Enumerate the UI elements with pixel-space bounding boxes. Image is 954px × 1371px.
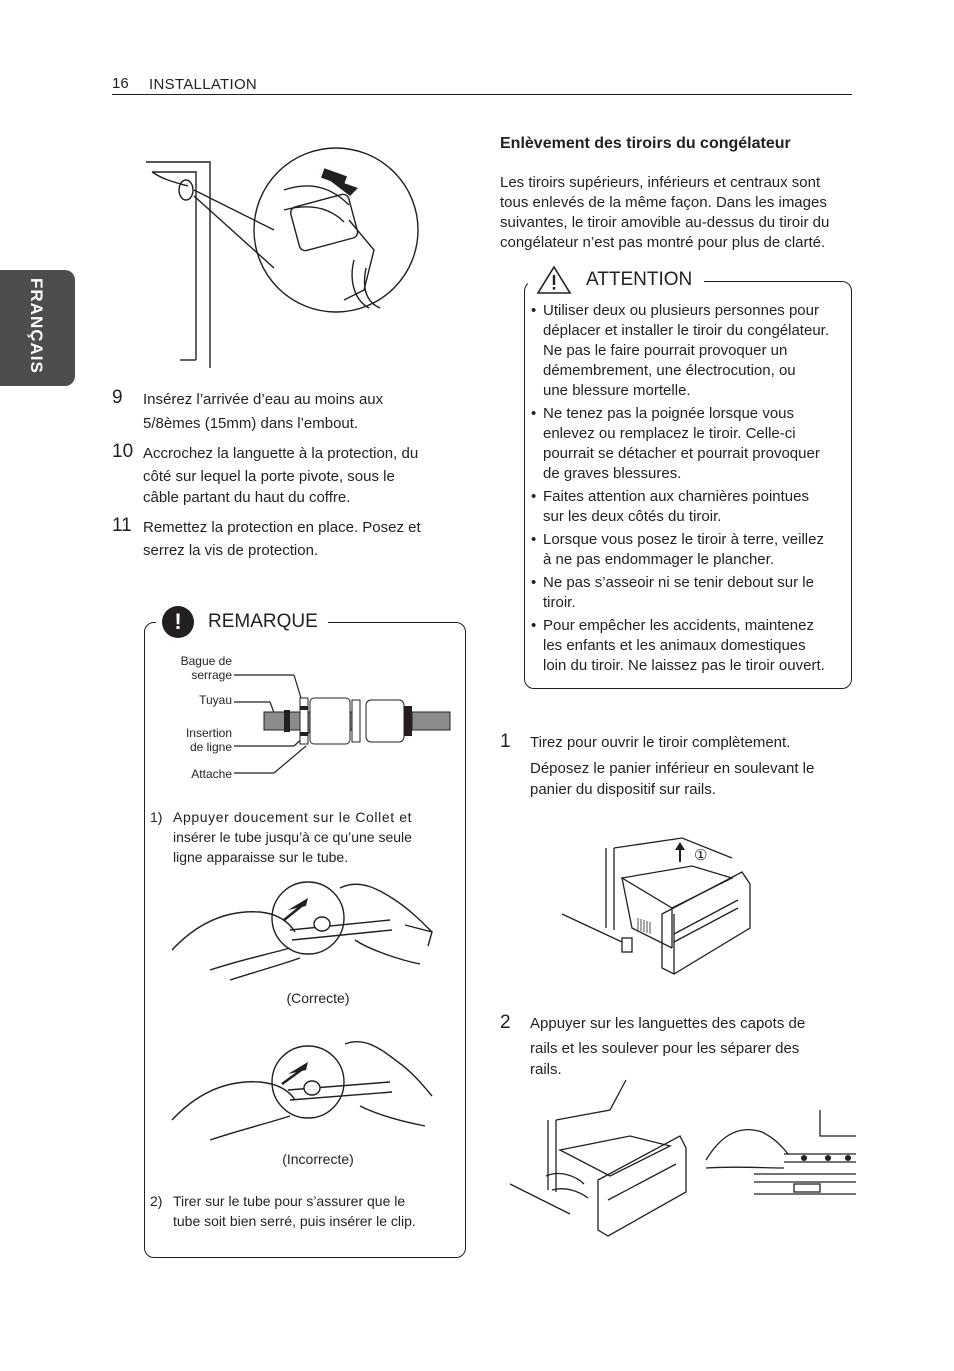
caption-incorrect: (Incorrecte) <box>282 1151 354 1167</box>
step-num-11: 11 <box>112 515 132 536</box>
attention-item-3 <box>531 487 847 527</box>
step-11-text <box>143 517 463 561</box>
language-tab <box>0 270 75 386</box>
attention-1-line-3: Ne pas le faire pourrait provoquer un <box>543 342 788 359</box>
attention-6-line-2: les enfants et les animaux domestiques <box>543 637 806 654</box>
step-9-line-2: 5/8èmes (15mm) dans l’embout. <box>143 415 359 432</box>
drawer-open-illustration <box>562 818 762 978</box>
attention-5-line-2: tiroir. <box>543 594 576 611</box>
step-num-9: 9 <box>112 387 123 408</box>
note-item-2-text <box>173 1191 458 1231</box>
water-line-illustration <box>144 150 424 370</box>
label-insert-2: de ligne <box>189 740 232 754</box>
attention-2-line-1: • Ne tenez pas la poignée lorsque vous <box>543 405 795 422</box>
attention-list <box>531 301 847 679</box>
note-item-2-line-1: Tirer sur le tube pour s’assurer que le <box>173 1193 406 1209</box>
step-10-text <box>143 443 463 508</box>
caption-correct: (Correcte) <box>286 990 350 1006</box>
note-item-2-num: 2) <box>150 1193 163 1209</box>
attention-3-line-1: • Faites attention aux charnières pointues <box>543 488 809 505</box>
header-rule <box>112 94 852 95</box>
intro-line-1: Les tiroirs supérieurs, inférieurs et centraux sont <box>500 174 821 191</box>
note-header <box>156 605 328 639</box>
note-item-1-line-3: ligne apparaisse sur le tube. <box>173 849 349 865</box>
label-collar <box>150 654 232 682</box>
label-collar-2: serrage <box>191 668 232 682</box>
note-item-1-text <box>173 807 455 867</box>
right-step-num-1: 1 <box>500 731 511 752</box>
step-10-line-1: Accrochez la languette à la protection, du <box>143 445 419 462</box>
label-insert-1: Insertion <box>185 726 232 740</box>
note-item-1-num: 1) <box>150 809 163 825</box>
right-step-2-line-3: rails. <box>530 1061 562 1078</box>
step-num-10: 10 <box>112 441 134 462</box>
right-step-1-line-3: panier du dispositif sur rails. <box>530 781 716 798</box>
step-9-text <box>143 389 463 434</box>
step-10-line-2: côté sur lequel la porte pivote, sous le <box>143 468 395 485</box>
attention-3-line-2: sur les deux côtés du tiroir. <box>543 508 722 525</box>
attention-item-4 <box>531 530 847 570</box>
right-step-1-line-2: Déposez le panier inférieur en soulevant le <box>530 760 815 777</box>
page-number: 16 <box>112 75 129 92</box>
right-step-num-2: 2 <box>500 1012 511 1033</box>
hands-correct-illustration <box>170 880 440 990</box>
attention-header <box>528 264 704 296</box>
section-title: INSTALLATION <box>149 76 258 93</box>
fitting-diagram <box>234 660 454 780</box>
right-step-1-line-1: Tirez pour ouvrir le tiroir complètement. <box>530 734 791 751</box>
note-item-1-line-2: insérer le tube jusqu’à ce qu’une seule <box>173 829 412 845</box>
right-step-1-text <box>530 732 855 800</box>
intro-line-2: tous enlevés de la même façon. Dans les images <box>500 194 827 211</box>
intro-line-3: suivantes, le tiroir amovible au-dessus du tiroir du <box>500 214 830 231</box>
attention-1-line-1: • Utiliser deux ou plusieurs personnes pour <box>543 302 819 319</box>
warning-triangle-icon <box>536 265 572 295</box>
note-item-2-line-2: tube soit bien serré, puis insérer le clip. <box>173 1213 416 1229</box>
intro-line-4: congélateur n’est pas montré pour plus de clarté. <box>500 234 826 251</box>
attention-item-5 <box>531 573 847 613</box>
language-label: FRANÇAIS <box>27 278 46 374</box>
rail-cover-detail-illustration <box>704 1110 856 1200</box>
label-insert <box>150 726 232 754</box>
right-step-2-text <box>530 1013 855 1080</box>
label-collar-1: Bague de <box>180 654 232 668</box>
attention-4-line-1: • Lorsque vous posez le tiroir à terre, veillez <box>543 531 824 548</box>
right-step-2-line-2: rails et les soulever pour les séparer des <box>530 1040 800 1057</box>
attention-item-6 <box>531 616 847 676</box>
step-11-line-2: serrez la vis de protection. <box>143 542 319 559</box>
intro-paragraph <box>500 173 856 253</box>
right-step-2-line-1: Appuyer sur les languettes des capots de <box>530 1015 806 1032</box>
hands-incorrect-illustration <box>170 1040 440 1150</box>
drawer-rail-illustration <box>510 1080 690 1240</box>
attention-6-line-3: loin du tiroir. Ne laissez pas le tiroir ouvert. <box>543 657 825 674</box>
label-tube: Tuyau <box>199 693 232 707</box>
attention-item-1 <box>531 301 847 401</box>
attention-6-line-1: • Pour empêcher les accidents, maintenez <box>543 617 814 634</box>
attention-2-line-4: de graves blessures. <box>543 465 682 482</box>
note-item-1-line-1: Appuyer doucement sur le Collet et <box>173 809 413 825</box>
attention-1-line-5: une blessure mortelle. <box>543 382 691 399</box>
attention-2-line-2: enlevez ou remplacez le tiroir. Celle-ci <box>543 425 796 442</box>
note-title: REMARQUE <box>204 611 322 633</box>
attention-1-line-4: démembrement, une électrocution, ou <box>543 362 796 379</box>
section-heading: Enlèvement des tiroirs du congélateur <box>500 135 791 152</box>
attention-5-line-1: • Ne pas s’asseoir ni se tenir debout sur le <box>543 574 814 591</box>
figure-marker: ① <box>694 847 708 864</box>
step-11-line-1: Remettez la protection en place. Posez et <box>143 519 421 536</box>
attention-title: ATTENTION <box>582 269 696 291</box>
step-10-line-3: câble partant du haut du coffre. <box>143 489 351 506</box>
step-9-line-1: Insérez l’arrivée d’eau au moins aux <box>143 391 384 408</box>
attention-item-2 <box>531 404 847 484</box>
attention-4-line-2: à ne pas endommager le plancher. <box>543 551 774 568</box>
label-clip: Attache <box>191 767 232 781</box>
attention-1-line-2: déplacer et installer le tiroir du congélateur. <box>543 322 829 339</box>
exclamation-icon: ! <box>162 606 194 638</box>
attention-2-line-3: pourrait se détacher et pourrait provoquer <box>543 445 820 462</box>
